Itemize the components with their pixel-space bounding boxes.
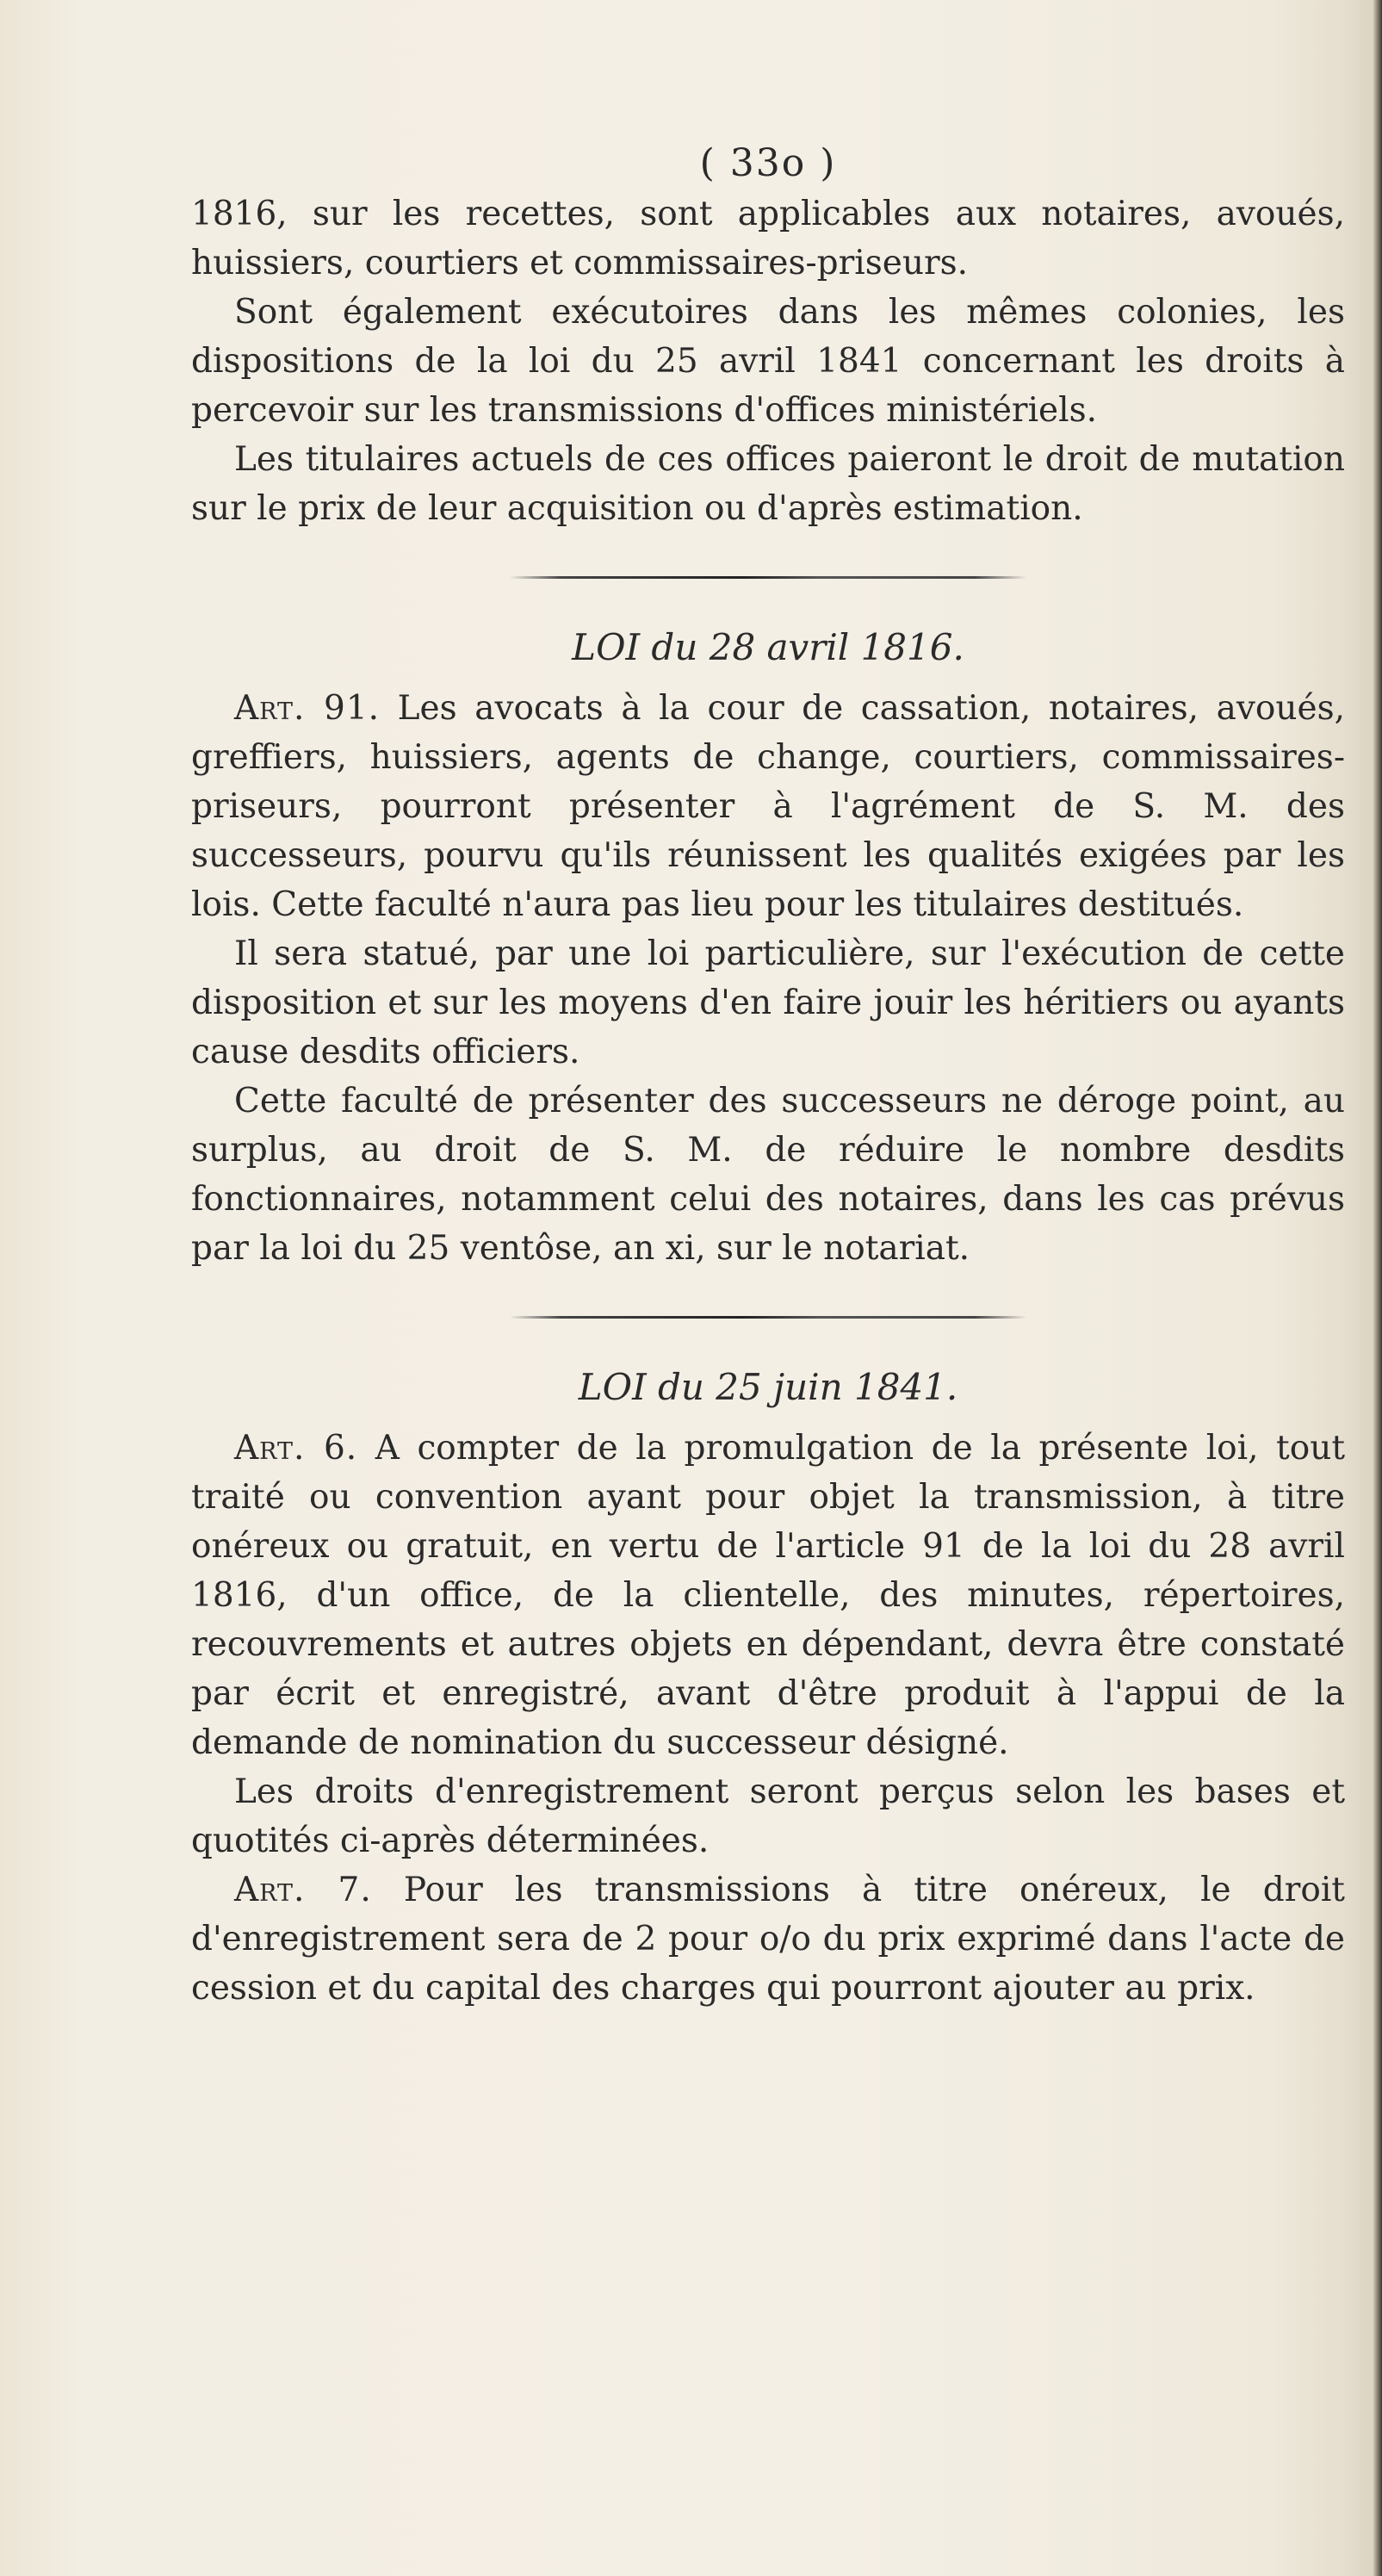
law-1816-paragraph-2: Il sera statué, par une loi particulière, sur l'exécution de cette disposition et sur les moyens d'en faire jouir les héritiers ou ayants cause desdits officiers. [191,934,1345,1071]
law-1816-heading: LOI du 28 avril 1816. [572,626,964,668]
intro-paragraph-2: Sont également exécutoires dans les mêmes colonies, les dispositions de la loi du 25 avril 1841 concernant les droits à percevoir sur les transmissions d'offices ministériels. [191,293,1345,430]
law-1816-article-91 [191,684,1345,929]
article-7-text: Pour les transmissions à titre onéreux, le droit d'enregistrement sera de 2 pour o/o du prix exprimé dans l'acte de cession et du capital des charges qui pourront ajouter au prix. [191,1871,1345,2008]
article-91-text: Les avocats à la cour de cassation, notaires, avoués, greffiers, huissiers, agents de change, courtiers, commissaires-priseurs, pourront présenter à l'agrément de S. M. des successeurs, pourvu qu'ils réunissent les qualités exigées par les lois. Cette faculté n'aura pas lieu pour les titulaires destitués. [191,689,1345,924]
page-edge-shadow [1373,0,1382,2576]
intro-paragraph-3: Les titulaires actuels de ces offices paieront le droit de mutation sur le prix de leur acquisition ou d'après estimation. [191,440,1345,528]
article-6-text: A compter de la promulgation de la présente loi, tout traité ou convention ayant pour objet la transmission, à titre onéreux ou gratuit, en vertu de l'article 91 de la loi du 28 avril 1816, d'un office, de la clientelle, des minutes, répertoires, recouvrements et autres objets en dépendant, devra être constaté par écrit et enregistré, avant d'être produit à l'appui de la demande de nomination du successeur désigné. [191,1429,1345,1762]
intro-paragraph-1: 1816, sur les recettes, sont applicables aux notaires, avoués, huissiers, courtiers et commissaires-priseurs. [191,195,1345,282]
section-divider-1 [510,576,1026,579]
law-1841-heading: LOI du 25 juin 1841. [578,1366,958,1408]
article-7-label: Art. 7. [234,1871,372,1909]
law-1841-paragraph-2: Les droits d'enregistrement seront perçus selon les bases et quotités ci-après déterminées. [191,1772,1345,1860]
law-1841-article-7 [191,1865,1345,2013]
section-divider-2 [510,1316,1026,1319]
text-block [191,138,1345,2013]
page-number: ( 33o ) [699,141,837,185]
law-1816-paragraph-3: Cette faculté de présenter des successeurs ne déroge point, au surplus, au droit de S. M. de réduire le nombre desdits fonctionnaires, notamment celui des notaires, dans les cas prévus par la loi du 25 ventôse, an xi, sur le notariat. [191,1082,1345,1268]
article-6-label: Art. 6. [234,1429,358,1468]
law-1841-article-6 [191,1424,1345,1767]
article-91-label: Art. 91. [234,689,381,728]
